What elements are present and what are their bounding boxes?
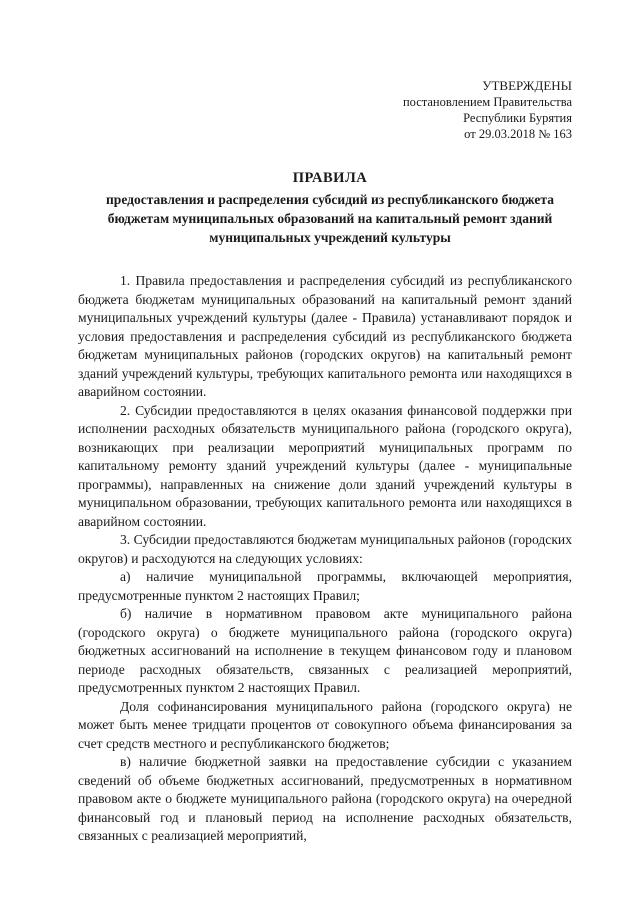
paragraph-3b: б) наличие в нормативном правовом акте муниципального района (городского округа) о бюджете муниципального района (городского округа) бюджетных ассигнований на исполнение в текущем финансовом году и плановом периоде расходных обязательств, связанных с реализацией мероприятий, предусмотренных пунктом 2 настоящих Правил. (78, 606, 572, 695)
paragraph-3v: в) наличие бюджетной заявки на предоставление субсидии с указанием сведений об объеме бюджетных ассигнований, предусмотренных в нормативном правовом акте о бюджете муниципального района (городского округа) на очередной финансовый год и плановый период на исполнение расходных обязательств, связанных с реализацией мероприятий, (78, 754, 572, 843)
paragraph-cofinancing: Доля софинансирования муниципального района (городского округа) не может быть менее тридцати процентов от совокупного объема финансирования за счет средств местного и республиканского бюджетов; (78, 698, 572, 751)
approval-date-number: от 29.03.2018 № 163 (464, 127, 572, 141)
document-title (90, 168, 570, 247)
paragraph-2: 2. Субсидии предоставляются в целях оказания финансовой поддержки при исполнении расходных обязательств муниципального района (городского округа), возникающих при реализации мероприятий муниципальных программ по капитальному ремонту зданий учреждений культуры (далее - муниципальные программы), направленных на снижение доли зданий учреждений культуры в муниципальном образовании, требующих капитального ремонта или находящихся в аварийном состоянии. (78, 402, 572, 529)
title-main: ПРАВИЛА (292, 170, 368, 186)
approval-republic: Республики Бурятия (463, 111, 572, 125)
title-subtitle: предоставления и распределения субсидий из республиканского бюджета бюджетам муниципальных образований на капитальный ремонт зданий муниципальных учреждений культуры (106, 192, 554, 245)
approval-stamp (312, 78, 572, 142)
approval-decree: постановлением Правительства (402, 95, 572, 109)
paragraph-3a: а) наличие муниципальной программы, включающей мероприятия, предусмотренные пунктом 2 настоящих Правил; (78, 569, 572, 603)
document-body (78, 272, 572, 846)
paragraph-3: 3. Субсидии предоставляются бюджетам муниципальных районов (городских округов) и расходуются на следующих условиях: (78, 532, 572, 566)
paragraph-1: 1. Правила предоставления и распределения субсидий из республиканского бюджета бюджетам муниципальных образований на капитальный ремонт зданий муниципальных учреждений культуры (далее - Правила) устанавливают порядок и условия предоставления и распределения субсидий из республиканского бюджета бюджетам муниципальных районов (городских округов) на капитальный ремонт зданий учреждений культуры, требующих капитального ремонта или находящихся в аварийном состоянии. (78, 273, 572, 399)
approval-heading: УТВЕРЖДЕНЫ (482, 78, 572, 93)
